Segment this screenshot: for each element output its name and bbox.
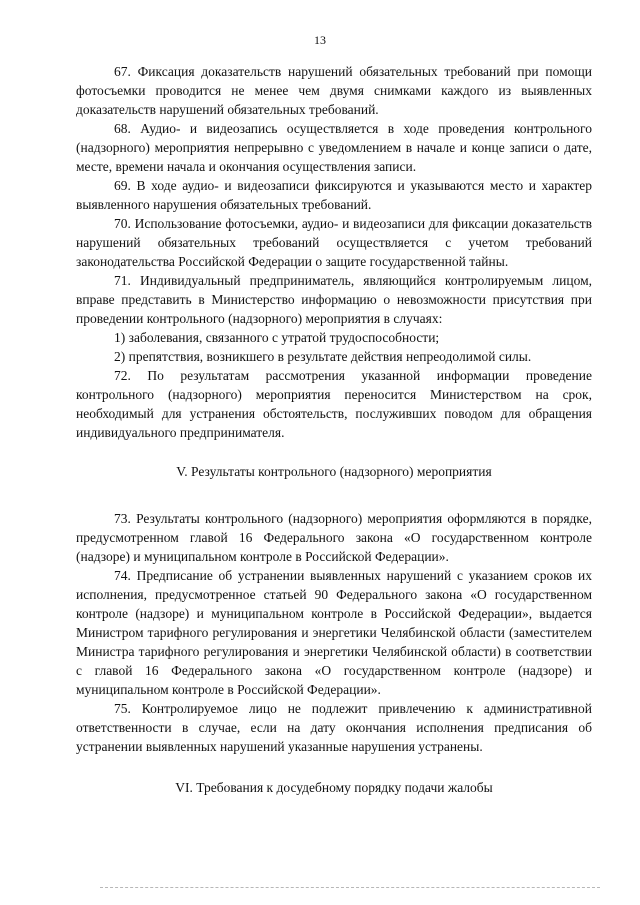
section-heading-v: V. Результаты контрольного (надзорного) мероприятия xyxy=(176,464,492,479)
paragraph-71: 71. Индивидуальный предприниматель, являющийся контролируемым лицом, вправе представить в Министерство информацию о невозможности присутствия при проведении контрольного (надзорного) мероприятия в случаях: xyxy=(76,273,592,326)
paragraph-70: 70. Использование фотосъемки, аудио- и видеозаписи для фиксации доказательств нарушений обязательных требований осуществляется с учетом требований законодательства Российской Федерации о защите государственной тайны. xyxy=(76,216,592,269)
paragraph-74: 74. Предписание об устранении выявленных нарушений с указанием сроков их исполнения, предусмотренное статьей 90 Федерального закона «О государственном контроле (надзоре) и муниципальном контроле в Российской Федерации», выдается Министром тарифного регулирования и энергетики Челябинской области (заместителем Министра тарифного регулирования и энергетики Челябинской области) в соответствии с главой 16 Федерального закона «О государственном контроле (надзоре) и муниципальном контроле в Российской Федерации». xyxy=(76,568,592,697)
paragraph-68: 68. Аудио- и видеозапись осуществляется в ходе проведения контрольного (надзорного) мероприятия непрерывно с уведомлением в начале и конце записи о дате, месте, времени начала и окончания осуществления записи. xyxy=(76,121,592,174)
paragraph-75: 75. Контролируемое лицо не подлежит привлечению к административной ответственности в случае, если на дату окончания исполнения предписания об устранении выявленных нарушений указанные нарушения устранены. xyxy=(76,701,592,754)
paragraph-73: 73. Результаты контрольного (надзорного) мероприятия оформляются в порядке, предусмотренном главой 16 Федерального закона «О государственном контроле (надзоре) и муниципальном контроле в Российской Федерации». xyxy=(76,511,592,564)
list-item-2: 2) препятствия, возникшего в результате действия непреодолимой силы. xyxy=(114,349,532,364)
section-heading-vi: VI. Требования к досудебному порядку подачи жалобы xyxy=(175,780,493,795)
paragraph-67: 67. Фиксация доказательств нарушений обязательных требований при помощи фотосъемки проводится не менее чем двумя снимками каждого из выявленных доказательств нарушений обязательных требований. xyxy=(76,64,592,117)
paragraph-69: 69. В ходе аудио- и видеозаписи фиксируются и указываются место и характер выявленного нарушения обязательных требований. xyxy=(76,178,592,212)
page-number: 13 xyxy=(314,33,326,47)
list-item-1: 1) заболевания, связанного с утратой трудоспособности; xyxy=(114,330,440,345)
document-body xyxy=(76,62,592,825)
scan-edge-line xyxy=(100,887,600,888)
paragraph-72: 72. По результатам рассмотрения указанной информации проведение контрольного (надзорного) мероприятия переносится Министерством на срок, необходимый для устранения обстоятельств, послуживших поводом для обращения индивидуального предпринимателя. xyxy=(76,368,592,440)
